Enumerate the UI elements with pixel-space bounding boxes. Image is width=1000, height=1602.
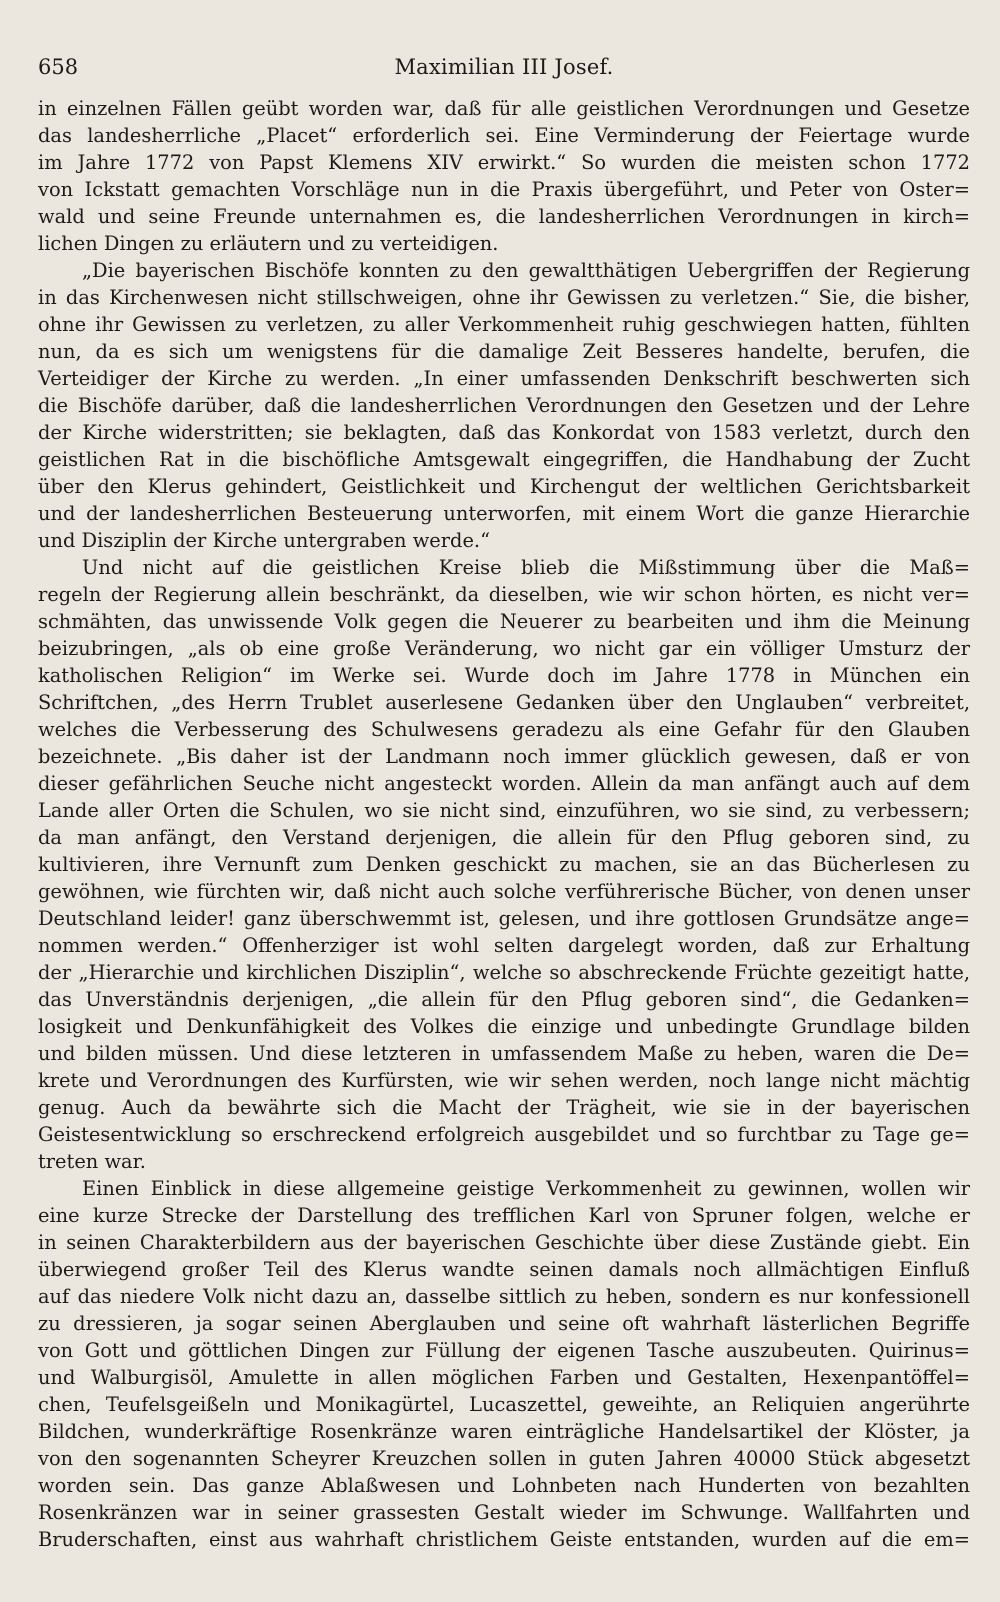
text-line: wald und seine Freunde unternahmen es, die landesherrlichen Verordnungen in kirch=	[38, 205, 970, 228]
text-line: in das Kirchenwesen nicht stillschweigen, ohne ihr Gewissen zu verletzen.“ Sie, die bisher,	[38, 286, 970, 309]
running-head: Maximilian III Josef.	[394, 55, 614, 79]
text-line: nun, da es sich um wenigstens für die damalige Zeit Besseres handelte, berufen, die	[38, 340, 970, 363]
text-line: Geistesentwicklung so erschreckend erfolgreich ausgebildet und so furchtbar zu Tage ge=	[38, 1123, 970, 1146]
text-line: Und nicht auf die geistlichen Kreise blieb die Mißstimmung über die Maß=	[82, 556, 970, 579]
text-line: losigkeit und Denkunfähigkeit des Volkes die einzige und unbedingte Grundlage bilden	[38, 1015, 970, 1038]
text-line: Rosenkränzen war in seiner grassesten Gestalt wieder im Schwunge. Wallfahrten und	[38, 1501, 970, 1524]
text-line: beizubringen, „als ob eine große Veränderung, wo nicht gar ein völliger Umsturz der	[38, 637, 970, 660]
text-line: der Kirche widerstritten; sie beklagten, daß das Konkordat von 1583 verletzt, durch den	[38, 421, 970, 444]
text-line: das landesherrliche „Placet“ erforderlich sei. Eine Verminderung der Feiertage wurde	[38, 124, 970, 147]
text-line: nommen werden.“ Offenherziger ist wohl selten dargelegt worden, daß zur Erhaltung	[38, 934, 970, 957]
text-line: auf das niedere Volk nicht dazu an, dasselbe sittlich zu heben, sondern es nur konfessionell	[38, 1285, 970, 1308]
text-line: in seinen Charakterbildern aus der bayerischen Geschichte über diese Zustände giebt. Ein	[38, 1231, 970, 1254]
page-header	[38, 50, 970, 84]
text-line: dieser gefährlichen Seuche nicht angesteckt worden. Allein da man anfängt auch auf dem	[38, 772, 970, 795]
text-line: von Gott und göttlichen Dingen zur Füllung der eigenen Tasche auszubeuten. Quirinus=	[38, 1339, 970, 1362]
text-line: der „Hierarchie und kirchlichen Disziplin“, welche so abschreckende Früchte gezeitigt hatte,	[38, 961, 970, 984]
text-line: geistlichen Rat in die bischöfliche Amtsgewalt eingegriffen, die Handhabung der Zucht	[38, 448, 970, 471]
text-line: in einzelnen Fällen geübt worden war, daß für alle geistlichen Verordnungen und Gesetze	[38, 97, 970, 120]
text-line: im Jahre 1772 von Papst Klemens XIV erwirkt.“ So wurden die meisten schon 1772	[38, 151, 970, 174]
text-line: da man anfängt, den Verstand derjenigen, die allein für den Pflug geboren sind, zu	[38, 826, 970, 849]
text-line: regeln der Regierung allein beschränkt, da dieselben, wie wir schon hörten, es nicht ver=	[38, 583, 970, 606]
text-line: und der landesherrlichen Besteuerung unterworfen, mit einem Wort die ganze Hierarchie	[38, 502, 970, 525]
text-line: Bildchen, wunderkräftige Rosenkränze waren einträgliche Handelsartikel der Klöster, ja	[38, 1420, 970, 1443]
text-line: die Bischöfe darüber, daß die landesherrlichen Verordnungen den Gesetzen und der Lehre	[38, 394, 970, 417]
text-line: und Disziplin der Kirche untergraben werde.“	[38, 529, 491, 552]
text-line: genug. Auch da bewährte sich die Macht der Trägheit, wie sie in der bayerischen	[38, 1096, 970, 1119]
text-line: eine kurze Strecke der Darstellung des trefflichen Karl von Spruner folgen, welche er	[38, 1204, 970, 1227]
text-line: ohne ihr Gewissen zu verletzen, zu aller Verkommenheit ruhig geschwiegen hatten, fühlten	[38, 313, 970, 336]
text-line: katholischen Religion“ im Werke sei. Wurde doch im Jahre 1778 in München ein	[38, 664, 970, 687]
text-line: Verteidiger der Kirche zu werden. „In einer umfassenden Denkschrift beschwerten sich	[38, 367, 970, 390]
text-line: worden sein. Das ganze Ablaßwesen und Lohnbeten nach Hunderten von bezahlten	[38, 1474, 970, 1497]
text-line: zu dressieren, ja sogar seinen Aberglauben und seine oft wahrhaft lästerlichen Begriffe	[38, 1312, 970, 1335]
text-line: Schriftchen, „des Herrn Trublet auserlesene Gedanken über den Unglauben“ verbreitet,	[38, 691, 970, 714]
text-line: von Ickstatt gemachten Vorschläge nun in die Praxis übergeführt, und Peter von Oster=	[38, 178, 970, 201]
page-number: 658	[38, 55, 79, 79]
text-line: und bilden müssen. Und diese letzteren in umfassendem Maße zu heben, waren die De=	[38, 1042, 970, 1065]
text-line: schmähten, das unwissende Volk gegen die Neuerer zu bearbeiten und ihm die Meinung	[38, 610, 970, 633]
text-line: „Die bayerischen Bischöfe konnten zu den gewaltthätigen Uebergriffen der Regierung	[82, 259, 970, 282]
text-line: krete und Verordnungen des Kurfürsten, wie wir sehen werden, noch lange nicht mächtig	[38, 1069, 970, 1092]
text-line: von den sogenannten Scheyrer Kreuzchen sollen in guten Jahren 40000 Stück abgesetzt	[38, 1447, 970, 1470]
text-line: über den Klerus gehindert, Geistlichkeit und Kirchengut der weltlichen Gerichtsbarkeit	[38, 475, 970, 498]
text-line: kultivieren, ihre Vernunft zum Denken geschickt zu machen, sie an das Bücherlesen zu	[38, 853, 970, 876]
text-line: und Walburgisöl, Amulette in allen möglichen Farben und Gestalten, Hexenpantöffel=	[38, 1366, 970, 1389]
text-line: lichen Dingen zu erläutern und zu verteidigen.	[38, 232, 499, 255]
text-line: chen, Teufelsgeißeln und Monikagürtel, Lucaszettel, geweihte, an Reliquien angerührte	[38, 1393, 970, 1416]
text-line: überwiegend großer Teil des Klerus wandte seinen damals noch allmächtigen Einfluß	[38, 1258, 970, 1281]
text-line: Deutschland leider! ganz überschwemmt ist, gelesen, und ihre gottlosen Grundsätze ange=	[38, 907, 970, 930]
text-line: Bruderschaften, einst aus wahrhaft christlichem Geiste entstanden, wurden auf die em=	[38, 1528, 970, 1551]
text-line: Lande aller Orten die Schulen, wo sie nicht sind, einzuführen, wo sie sind, zu verbessern;	[38, 799, 970, 822]
text-line: treten war.	[38, 1150, 146, 1173]
text-line: gewöhnen, wie fürchten wir, daß nicht auch solche verführerische Bücher, von denen unser	[38, 880, 970, 903]
body-text	[38, 95, 970, 1553]
text-line: bezeichnete. „Bis daher ist der Landmann noch immer glücklich gewesen, daß er von	[38, 745, 970, 768]
text-line: das Unverständnis derjenigen, „die allein für den Pflug geboren sind“, die Gedanken=	[38, 988, 970, 1011]
text-line: Einen Einblick in diese allgemeine geistige Verkommenheit zu gewinnen, wollen wir	[82, 1177, 970, 1200]
text-line: welches die Verbesserung des Schulwesens geradezu als eine Gefahr für den Glauben	[38, 718, 970, 741]
